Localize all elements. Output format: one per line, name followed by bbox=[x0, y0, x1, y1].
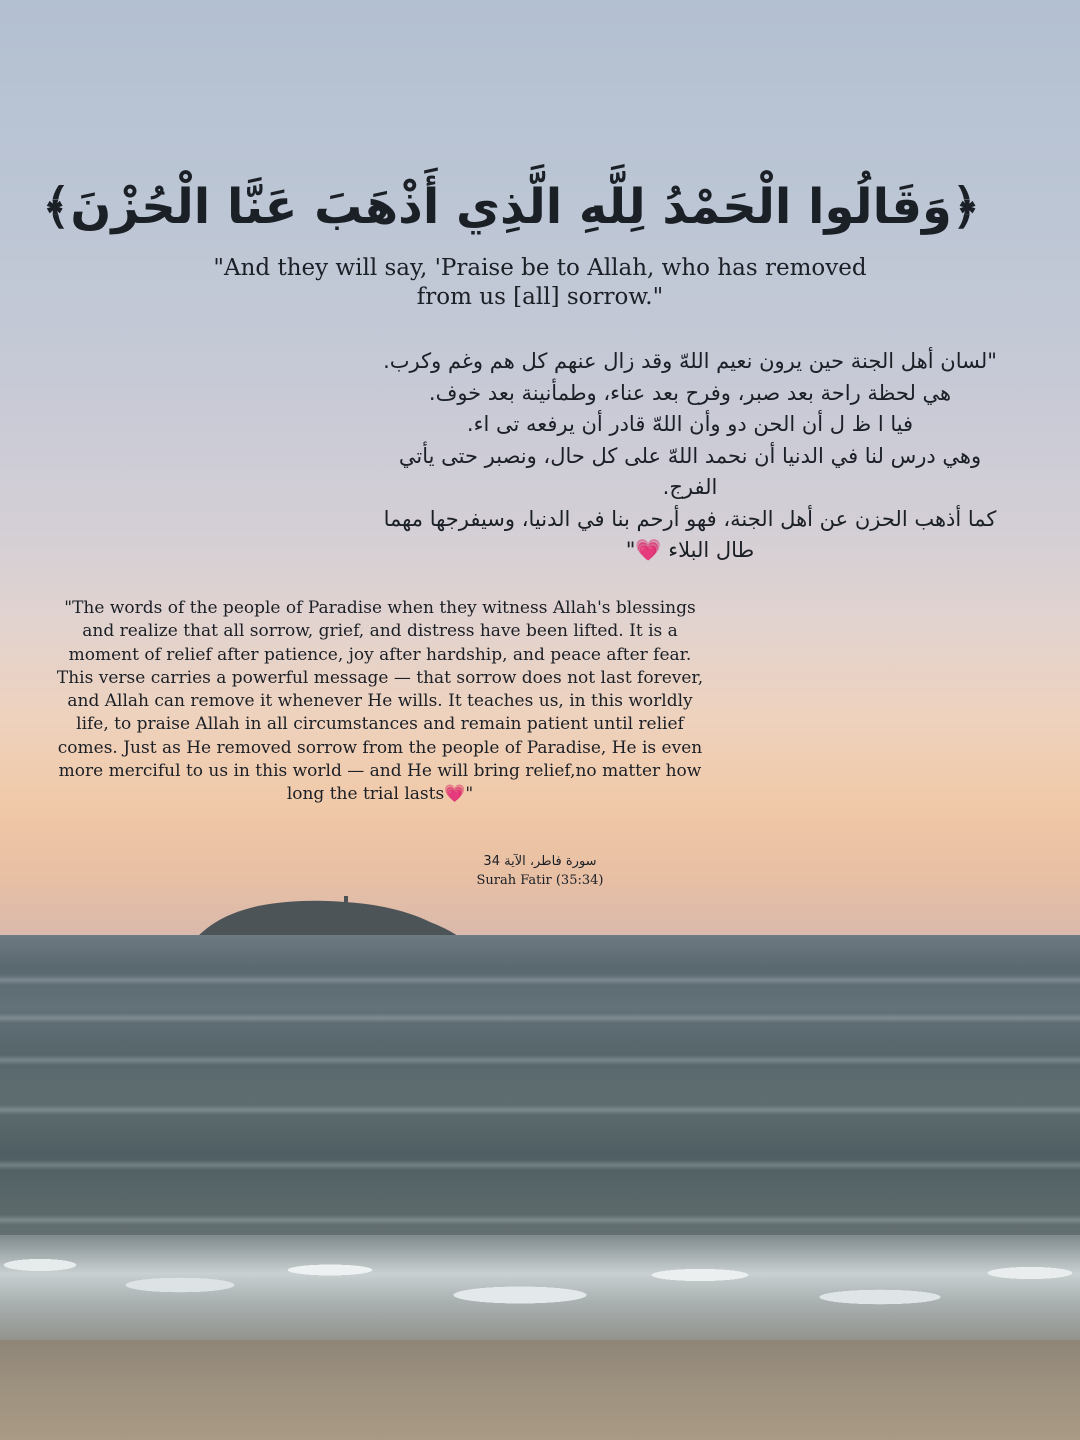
tafsir-arabic bbox=[340, 346, 1040, 567]
tafsir-arabic-line: طال البلاء 💗" bbox=[625, 538, 755, 562]
verse-arabic: ﴿وَقَالُوا الْحَمْدُ لِلَّهِ الَّذِي أَذْهَبَ عَنَّا الْحُزْنَ﴾ bbox=[42, 179, 980, 235]
tafsir-english-line: and Allah can remove it whenever He wills. It teaches us, in this worldly bbox=[67, 691, 693, 712]
surah-reference-arabic: سورة فاطر، الآية 34 bbox=[483, 854, 597, 869]
breaking-wave-foam bbox=[0, 1235, 1080, 1345]
tafsir-english-line: more merciful to us in this world — and He will bring relief,no matter how bbox=[58, 761, 702, 782]
sea bbox=[0, 935, 1080, 1265]
tafsir-arabic-line: كما أذهب الحزن عن أهل الجنة، فهو أرحم بنا في الدنيا، وسيفرجها مهما bbox=[383, 506, 997, 531]
tafsir-english-line: moment of relief after patience, joy after hardship, and peace after fear. bbox=[68, 644, 692, 665]
tafsir-arabic-line: الفرج. bbox=[662, 475, 718, 499]
tafsir-english-line: life, to praise Allah in all circumstances and remain patient until relief bbox=[76, 714, 684, 735]
sand-shore bbox=[0, 1340, 1080, 1440]
tafsir-english-line: and realize that all sorrow, grief, and distress have been lifted. It is a bbox=[82, 621, 678, 642]
tafsir-arabic-line: هي لحظة راحة بعد صبر، وفرح بعد عناء، وطمأنينة بعد خوف. bbox=[428, 380, 952, 405]
surah-reference-english: Surah Fatir (35:34) bbox=[476, 873, 604, 888]
tafsir-english bbox=[50, 597, 710, 807]
tafsir-arabic-line: وهي درس لنا في الدنيا أن نحمد اللهّ على كل حال، ونصبر حتى يأتي bbox=[398, 443, 982, 468]
verse-english bbox=[200, 254, 880, 312]
tafsir-english-line: comes. Just as He removed sorrow from the people of Paradise, He is even bbox=[57, 737, 703, 758]
verse-english-line: "And they will say, 'Praise be to Allah, who has removed bbox=[213, 255, 867, 281]
tafsir-arabic-line: فيا ا ظ ل أن الحن دو وأن اللهّ قادر أن يرفعه تى اء. bbox=[466, 412, 914, 436]
tafsir-english-line: This verse carries a powerful message — that sorrow does not last forever, bbox=[56, 667, 704, 688]
tafsir-english-line: "The words of the people of Paradise when they witness Allah's blessings bbox=[64, 598, 696, 618]
tafsir-arabic-line: "لسان أهل الجنة حين يرون نعيم اللهّ وقد زال عنهم كل هم وغم وكرب. bbox=[383, 349, 997, 373]
verse-english-line: from us [all] sorrow." bbox=[416, 284, 664, 310]
tafsir-english-line: long the trial lasts💗" bbox=[286, 784, 474, 805]
